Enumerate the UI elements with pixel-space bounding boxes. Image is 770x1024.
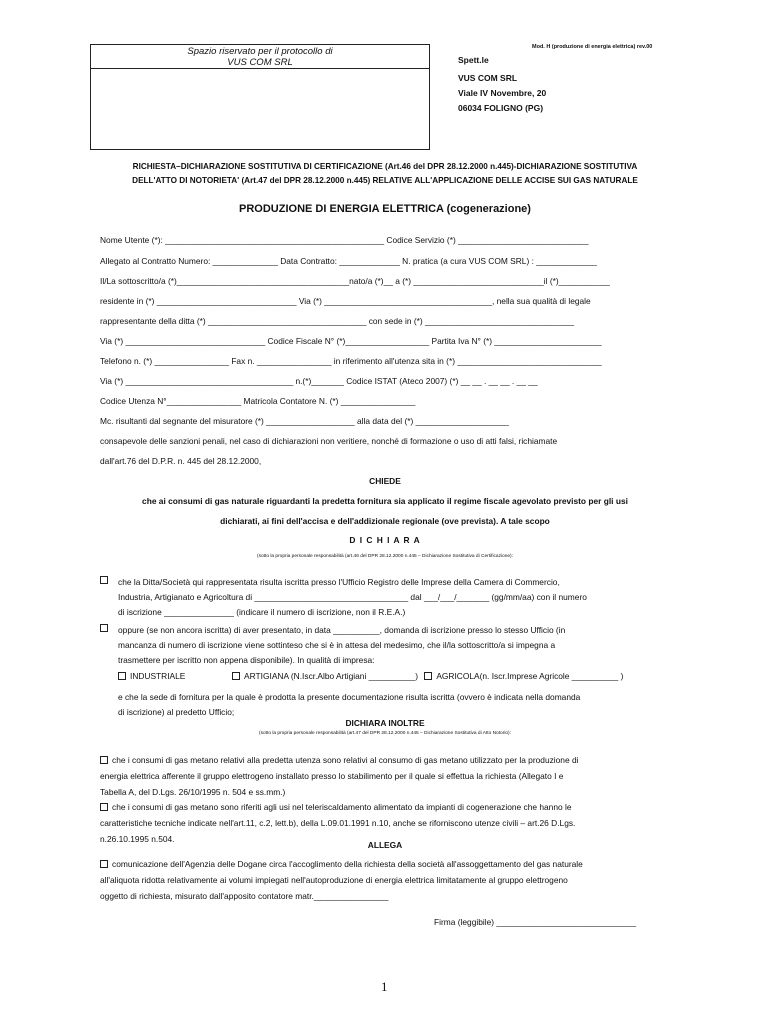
recipient-salutation: Spett.le bbox=[458, 55, 489, 65]
recipient-street: Viale IV Novembre, 20 bbox=[458, 88, 547, 98]
option-industriale: INDUSTRIALE bbox=[130, 671, 186, 681]
chiede-line-1: che ai consumi di gas naturale riguardanti la predetta fornitura sia applicato il regime fiscale agevolato previsto per gli usi bbox=[142, 496, 628, 506]
item-teleriscaldamento-line: che i consumi di gas metano sono riferiti agli usi nel teleriscaldamento alimentato da impianti di cogenerazione che hanno le bbox=[112, 802, 572, 812]
chiede-label: CHIEDE bbox=[369, 476, 401, 486]
checkbox-gas-energia[interactable] bbox=[100, 756, 108, 764]
title-line-2: DELL'ATTO DI NOTORIETA' (Art.47 del DPR 28.12.2000 n.445) RELATIVE ALL'APPLICAZIONE DELLE ACCISE SUI GAS NATURALE bbox=[132, 176, 638, 185]
checkbox-agricola[interactable] bbox=[424, 672, 432, 680]
item-teleriscaldamento-line: caratteristiche tecniche indicate nell'art.11, c.2, lett.b), della L.09.01.1991 n.10, anche se riforniscono utenze civili – art.26 D.Lgs. bbox=[100, 818, 576, 828]
page-number: 1 bbox=[381, 979, 388, 994]
recipient-name: VUS COM SRL bbox=[458, 73, 518, 83]
form-model-code: Mod. H (produzione di energia elettrica) rev.00 bbox=[532, 44, 653, 50]
protocol-box bbox=[90, 44, 430, 150]
item-gas-energia-line: che i consumi di gas metano relativi alla predetta utenza sono relativi al consumo di gas metano utilizzato per la produzione di bbox=[112, 755, 579, 765]
checkbox-industriale[interactable] bbox=[118, 672, 126, 680]
field-telefono[interactable]: Telefono n. (*) ________________ Fax n. ________________ in riferimento all'utenza sita in (*) _______________________________ bbox=[100, 356, 602, 366]
page-heading: PRODUZIONE DI ENERGIA ELETTRICA (cogenerazione) bbox=[239, 203, 531, 215]
item-teleriscaldamento-line: n.26.10.1995 n.504. bbox=[100, 834, 175, 844]
item-iscritta-line: che la Ditta/Società qui rappresentata risulta iscritta presso l'Ufficio Registro delle Imprese della Camera di Commercio, bbox=[118, 577, 560, 587]
allega-line[interactable]: oggetto di richiesta, misurato dall'apposito contatore matr.________________ bbox=[100, 891, 389, 901]
field-via-istat[interactable]: Via (*) ____________________________________ n.(*)_______ Codice ISTAT (Ateco 2007) (*) __ __ . __ __ . __ __ bbox=[100, 376, 538, 386]
sede-line: e che la sede di fornitura per la quale è prodotta la presente documentazione risulta iscritta (ovvero è indicata nella domanda bbox=[118, 692, 581, 702]
item-non-iscritta-line: oppure (se non ancora iscritta) di aver presentato, in data __________, domanda di iscrizione presso lo stesso Ufficio (in bbox=[118, 625, 566, 635]
sede-line: di iscrizione) al predetto Ufficio; bbox=[118, 707, 235, 717]
field-sottoscritto[interactable]: Il/La sottoscritto/a (*)_____________________________________nato/a (*)__ a (*) ____________________________il (*)___________ bbox=[100, 276, 610, 286]
checkbox-iscritta[interactable] bbox=[100, 576, 108, 584]
title-line-1: RICHIESTA–DICHIARAZIONE SOSTITUTIVA DI CERTIFICAZIONE (Art.46 del DPR 28.12.2000 n.445)-DICHIARAZIONE SOSTITUTIVA bbox=[132, 162, 638, 171]
item-iscritta bbox=[118, 575, 670, 620]
sede-text bbox=[118, 690, 670, 720]
dichiara-note: (sotto la propria personale responsabilità (art.46 del DPR 28.12.2000 n.445 – Dichiarazione Sostitutiva di Certificazione): bbox=[257, 554, 513, 559]
field-via-codice-fiscale[interactable]: Via (*) ______________________________ Codice Fiscale N° (*)__________________ Partita Iva N° (*) _______________________ bbox=[100, 336, 602, 346]
dichiara-inoltre-note: (sotto la propria personale responsabilità (art.47 del DPR 28.12.2000 n.445 – Dichiarazione Sostitutiva di Atto Notorio): bbox=[259, 731, 511, 736]
field-mc-misuratore[interactable]: Mc. risultanti dal segnante del misuratore (*) ___________________ alla data del (*) ____________________ bbox=[100, 416, 509, 426]
field-nome-utente[interactable]: Nome Utente (*): _______________________________________________ Codice Servizio (*) ____________________________ bbox=[100, 235, 589, 245]
item-iscritta-line: di iscrizione _______________ (indicare il numero di iscrizione, non il R.E.A.) bbox=[118, 607, 406, 617]
chiede-line-2: dichiarati, ai fini dell'accisa e dell'addizionale regionale (ove prevista). A tale scopo bbox=[220, 516, 550, 526]
document-title bbox=[0, 160, 770, 188]
option-agricola: AGRICOLA(n. Iscr.Imprese Agricole __________ ) bbox=[436, 671, 624, 681]
item-gas-energia bbox=[100, 752, 672, 800]
impresa-options bbox=[118, 671, 623, 681]
checkbox-non-iscritta[interactable] bbox=[100, 624, 108, 632]
item-non-iscritta bbox=[118, 623, 670, 668]
allega-item bbox=[100, 856, 672, 904]
recipient-city: 06034 FOLIGNO (PG) bbox=[458, 103, 544, 113]
dichiara-label: D I C H I A R A bbox=[349, 535, 421, 545]
field-rappresentante[interactable]: rappresentante della ditta (*) __________________________________ con sede in (*) ________________________________ bbox=[100, 316, 575, 326]
item-gas-energia-line: Tabella A, del D.Lgs. 26/10/1995 n. 504 e ss.mm.) bbox=[100, 787, 286, 797]
option-artigiana: ARTIGIANA (N.Iscr.Albo Artigiani __________) bbox=[244, 671, 418, 681]
protocol-line1: Spazio riservato per il protocollo di bbox=[187, 46, 333, 57]
protocol-header bbox=[91, 45, 429, 69]
field-residente[interactable]: residente in (*) ______________________________ Via (*) ____________________________________, nella sua qualità di legale bbox=[100, 296, 591, 306]
checkbox-teleriscaldamento[interactable] bbox=[100, 803, 108, 811]
recipient-block bbox=[458, 53, 546, 116]
item-non-iscritta-line: mancanza di numero di iscrizione viene sottinteso che si è in attesa del medesimo, che il/la sottoscritto/a si impegna a bbox=[118, 640, 556, 650]
protocol-line2: VUS COM SRL bbox=[227, 57, 293, 68]
field-codice-utenza[interactable]: Codice Utenza N°________________ Matricola Contatore N. (*) ________________ bbox=[100, 396, 416, 406]
dichiara-inoltre-label: DICHIARA INOLTRE bbox=[345, 718, 425, 728]
consapevole-line-2: dall'art.76 del D.P.R. n. 445 del 28.12.2000, bbox=[100, 456, 262, 466]
item-gas-energia-line: energia elettrica afferente il gruppo elettrogeno installato presso lo stabilimento per il quale si effettua la richiesta (Allegato I e bbox=[100, 771, 564, 781]
checkbox-artigiana[interactable] bbox=[232, 672, 240, 680]
allega-line: comunicazione dell'Agenzia delle Dogane circa l'accoglimento della richiesta della società all'assoggettamento del gas naturale bbox=[112, 859, 583, 869]
field-allegato-contratto[interactable]: Allegato al Contratto Numero: ______________ Data Contratto: _____________ N. pratica (a cura VUS COM SRL) : _____________ bbox=[100, 256, 597, 266]
checkbox-allega[interactable] bbox=[100, 860, 108, 868]
firma-field[interactable]: Firma (leggibile) ______________________________ bbox=[434, 917, 637, 927]
allega-line: all'aliquota ridotta relativamente ai volumi impiegati nell'autoproduzione di energia elettrica limitatamente al gruppo elettrogeno bbox=[100, 875, 568, 885]
allega-label: ALLEGA bbox=[367, 840, 403, 850]
item-non-iscritta-line: trasmettere per iscritto non appena disponibile). In qualità di impresa: bbox=[118, 655, 375, 665]
item-iscritta-line: Industria, Artigianato e Agricoltura di _________________________________ dal ___/___/_______ (gg/mm/aa) con il numero bbox=[118, 592, 587, 602]
consapevole-line-1: consapevole delle sanzioni penali, nel caso di dichiarazioni non veritiere, nonché di formazione o uso di atti falsi, richiamate bbox=[100, 436, 558, 446]
